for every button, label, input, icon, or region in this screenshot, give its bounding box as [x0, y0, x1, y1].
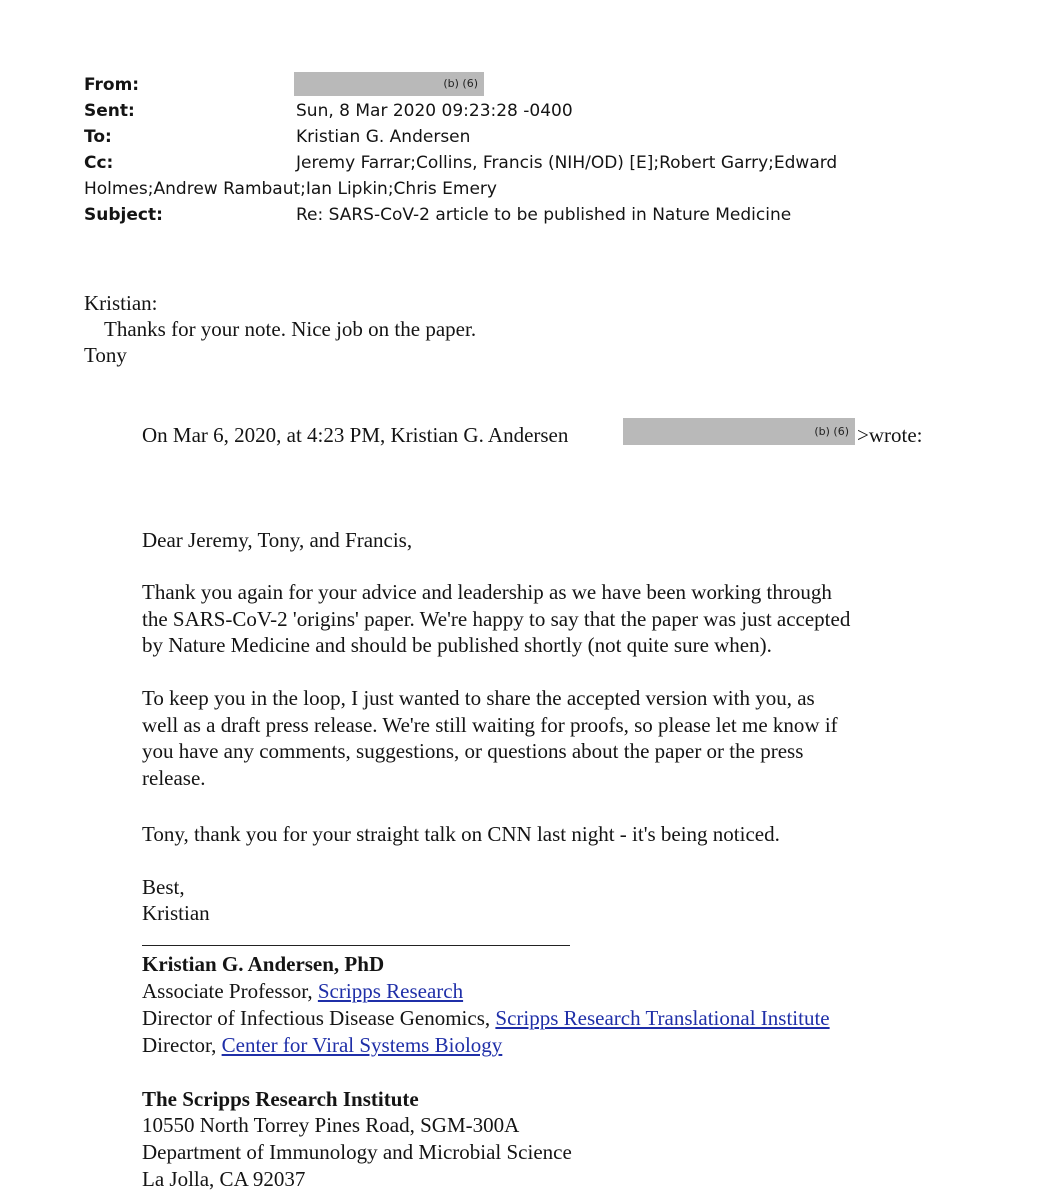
signature-title-2-text: Director of Infectious Disease Genomics,	[142, 1006, 496, 1030]
paragraph-1-line-2: the SARS-CoV-2 'origins' paper. We're happy to say that the paper was just accepted	[142, 606, 851, 631]
paragraph-2-line-1: To keep you in the loop, I just wanted to share the accepted version with you, as	[142, 686, 815, 710]
signature-title-1-text: Associate Professor,	[142, 979, 318, 1003]
signature-title-2	[142, 1005, 830, 1032]
attribution-redaction-box: (b) (6)	[623, 418, 855, 445]
paragraph-2-line-3: you have any comments, suggestions, or questions about the paper or the press	[142, 739, 804, 763]
scripps-research-link[interactable]: Scripps Research	[317, 979, 464, 1003]
signature-divider	[142, 945, 570, 946]
signature-title-3	[142, 1032, 502, 1059]
reply-greeting: Kristian:	[84, 291, 158, 315]
attribution-prefix: On Mar 6, 2020, at 4:23 PM, Kristian G. Andersen	[142, 423, 569, 447]
attribution-suffix: >wrote:	[857, 423, 923, 447]
closing-name: Kristian	[142, 901, 210, 925]
paragraph-1	[142, 579, 850, 659]
subject-label: Subject:	[84, 205, 163, 225]
paragraph-2-line-4: release.	[142, 765, 206, 790]
from-redaction-box: (b) (6)	[294, 72, 484, 96]
paragraph-2-line-2: well as a draft press release. We're still waiting for proofs, so please let me know if	[142, 712, 838, 737]
to-label: To:	[84, 127, 112, 147]
scripps-translational-link[interactable]: Scripps Research Translational Institute	[495, 1006, 830, 1030]
from-label: From:	[84, 75, 140, 95]
viral-systems-link[interactable]: Center for Viral Systems Biology	[221, 1033, 503, 1057]
signature-title-3-text: Director,	[142, 1033, 222, 1057]
address-line-2: Department of Immunology and Microbial Science	[142, 1140, 572, 1164]
quote-attribution	[142, 422, 568, 449]
subject-value: Re: SARS-CoV-2 article to be published in Nature Medicine	[296, 205, 792, 225]
sent-label: Sent:	[84, 101, 135, 121]
signature-title-1	[142, 978, 463, 1005]
cc-label: Cc:	[84, 153, 114, 173]
signature-name: Kristian G. Andersen, PhD	[142, 952, 385, 976]
address-line-1: 10550 North Torrey Pines Road, SGM-300A	[142, 1113, 520, 1137]
paragraph-2	[142, 685, 838, 791]
paragraph-1-line-1: Thank you again for your advice and leadership as we have been working through	[142, 580, 832, 604]
to-value: Kristian G. Andersen	[296, 127, 471, 147]
org-name: The Scripps Research Institute	[142, 1087, 419, 1111]
salutation: Dear Jeremy, Tony, and Francis,	[142, 528, 413, 552]
cc-value-line1: Jeremy Farrar;Collins, Francis (NIH/OD) [E];Robert Garry;Edward	[296, 153, 838, 173]
sent-value: Sun, 8 Mar 2020 09:23:28 -0400	[296, 101, 573, 121]
paragraph-3: Tony, thank you for your straight talk on CNN last night - it's being noticed.	[142, 822, 780, 846]
reply-signoff: Tony	[84, 343, 127, 367]
cc-value-line2: Holmes;Andrew Rambaut;Ian Lipkin;Chris Emery	[84, 179, 497, 199]
closing: Best,	[142, 875, 185, 899]
address-line-3: La Jolla, CA 92037	[142, 1167, 306, 1191]
reply-line: Thanks for your note. Nice job on the paper.	[104, 317, 477, 341]
paragraph-1-line-3: by Nature Medicine and should be published shortly (not quite sure when).	[142, 633, 772, 657]
